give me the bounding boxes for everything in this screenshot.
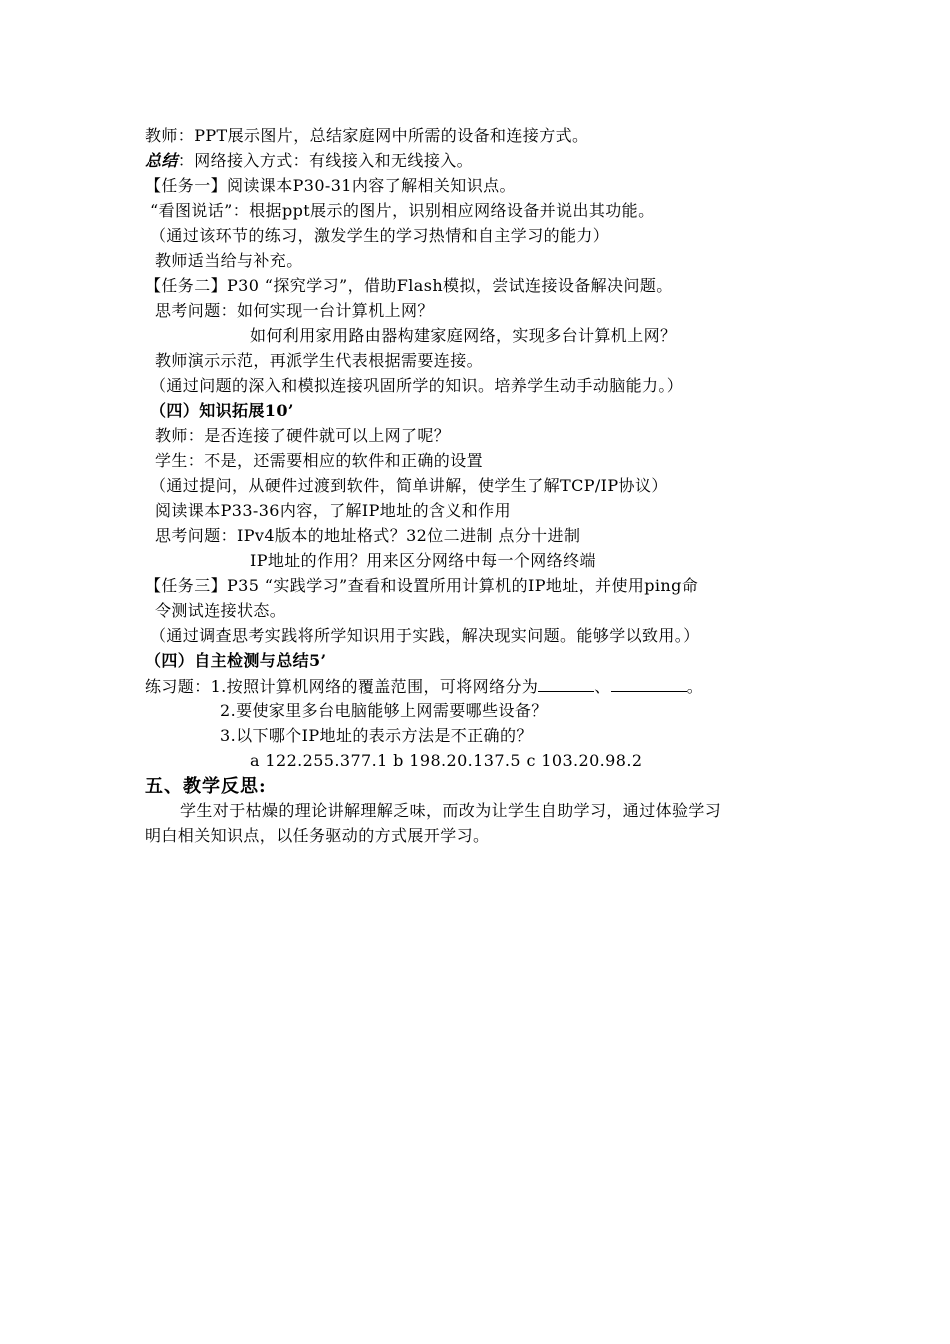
- exercise-text: 练习题：1.按照计算机网络的覆盖范围，可将网络分为: [145, 677, 539, 696]
- summary-label: 总结: [145, 151, 178, 170]
- task-one-line: 【任务一】阅读课本P30-31内容了解相关知识点。: [145, 176, 516, 195]
- options-line: a 122.255.377.1 b 198.20.137.5 c 103.20.98.2: [250, 751, 643, 770]
- text-line: （通过调查思考实践将所学知识用于实践，解决现实问题。能够学以致用。）: [150, 626, 700, 645]
- text-line: “看图说话”：根据ppt展示的图片，识别相应网络设备并说出其功能。: [150, 201, 655, 220]
- exercise-line: [145, 675, 703, 698]
- text-line: 思考问题：IPv4版本的地址格式？32位二进制 点分十进制: [155, 526, 581, 545]
- section-title: 五、教学反思:: [145, 776, 267, 797]
- task-two-line: 【任务二】P30 “探究学习”，借助Flash模拟，尝试连接设备解决问题。: [145, 276, 673, 295]
- text-line: （通过提问，从硬件过渡到软件，简单讲解，使学生了解TCP/IP协议）: [150, 476, 668, 495]
- text-line: 教师适当给与补充。: [155, 251, 303, 270]
- text-line: 教师演示示范，再派学生代表根据需要连接。: [155, 351, 484, 370]
- exercise-line: 2.要使家里多台电脑能够上网需要哪些设备？: [220, 701, 548, 720]
- section-heading: （四）知识拓展10’: [150, 401, 294, 420]
- text-line: 令测试连接状态。: [155, 601, 287, 620]
- text-line: 思考问题：如何实现一台计算机上网？: [155, 301, 434, 320]
- period: 。: [686, 677, 704, 696]
- text-line: 如何利用家用路由器构建家庭网络，实现多台计算机上网？: [250, 326, 677, 345]
- section-heading: （四）自主检测与总结5’: [145, 651, 327, 670]
- paragraph-line: 学生对于枯燥的理论讲解理解乏味，而改为让学生自助学习，通过体验学习: [180, 801, 722, 820]
- text-line: （通过问题的深入和模拟连接巩固所学的知识。培养学生动手动脑能力。）: [150, 376, 684, 395]
- answer-blank: [538, 675, 594, 692]
- text-line: 学生：不是，还需要相应的软件和正确的设置: [155, 451, 484, 470]
- paragraph-line: 明白相关知识点，以任务驱动的方式展开学习。: [145, 826, 490, 845]
- text-line: IP地址的作用？用来区分网络中每一个网络终端: [250, 551, 596, 570]
- summary-text: ：网络接入方式：有线接入和无线接入。: [177, 151, 474, 170]
- separator: 、: [594, 677, 611, 696]
- answer-blank: [611, 675, 687, 692]
- summary-line: [145, 150, 473, 172]
- text-line: 教师：是否连接了硬件就可以上网了呢？: [155, 426, 451, 445]
- text-line: 教师：PPT展示图片，总结家庭网中所需的设备和连接方式。: [145, 126, 589, 145]
- exercise-line: 3.以下哪个IP地址的表示方法是不正确的？: [220, 726, 533, 745]
- text-line: 阅读课本P33-36内容，了解IP地址的含义和作用: [155, 501, 511, 520]
- task-three-line: 【任务三】P35 “实践学习”查看和设置所用计算机的IP地址，并使用ping命: [145, 576, 699, 595]
- text-line: （通过该环节的练习，激发学生的学习热情和自主学习的能力）: [150, 226, 610, 245]
